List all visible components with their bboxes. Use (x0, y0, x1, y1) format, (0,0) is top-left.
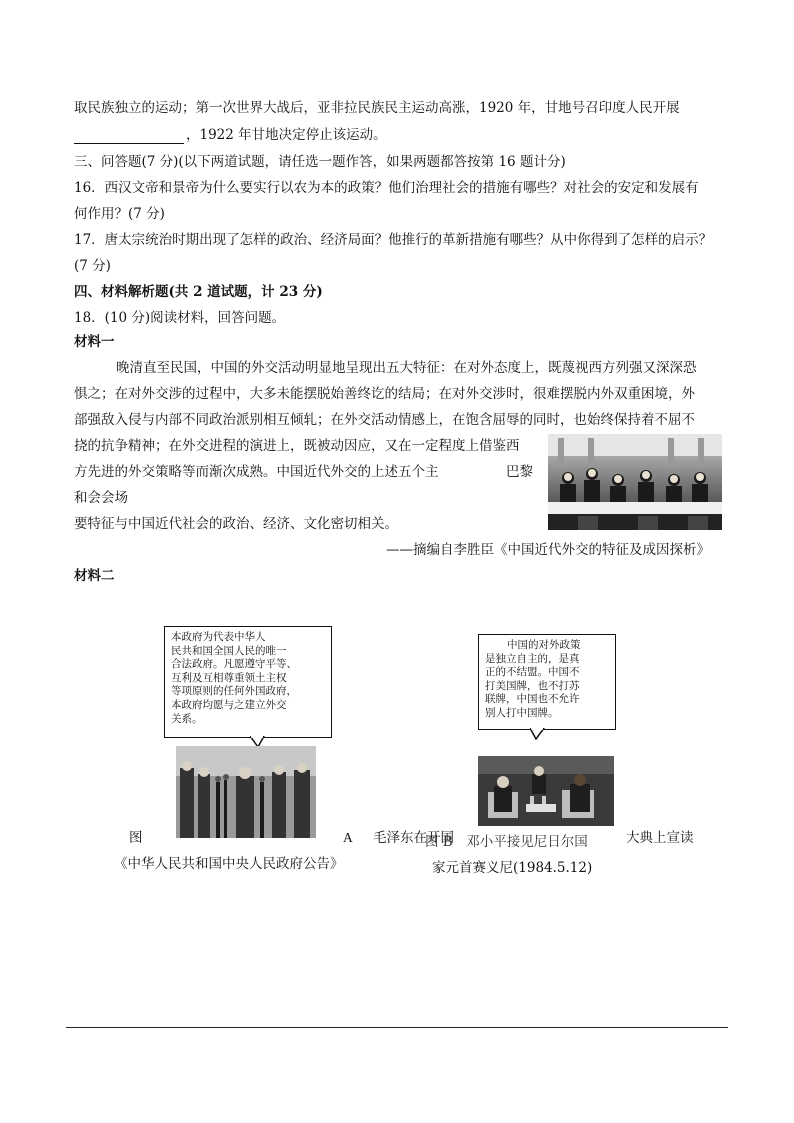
bubble-b-pointer (530, 728, 550, 740)
question-17-line-1: 17．唐太宗统治时期出现了怎样的政治、经济局面？他推行的革新措施有哪些？从中你得到了怎样的启示？ (74, 232, 713, 248)
speech-bubble-a (164, 626, 332, 738)
figure-b-caption: 图 B 邓小平接见尼日尔国 (425, 834, 588, 850)
material-2-label: 材料二 (74, 568, 115, 584)
material-1-paragraph-line-4: 挠的抗争精神；在外交进程的演进上，既被动因应，又在一定程度上借鉴西 (74, 438, 520, 454)
bubble-a-line: 本政府为代表中华人 (171, 631, 266, 643)
bubble-b-line: 中国的对外政策 (507, 639, 581, 651)
bubble-a-line: 本政府均愿与之建立外交 (171, 698, 287, 711)
text-line-2: ，1922 年甘地决定停止该运动。 (186, 127, 387, 143)
bubble-b-line: 联牌，中国也不允许 (485, 693, 580, 706)
figure-a-letter: A (343, 830, 353, 845)
bubble-b-line: 是独立自主的，是真 (485, 652, 580, 665)
figure-a-caption-end: 《中华人民共和国中央人民政府公告》 (114, 856, 344, 872)
question-17-line-2: (7 分) (74, 258, 111, 274)
question-16-line-2: 何作用？(7 分) (74, 206, 165, 222)
figure-a-caption-start: 毛泽东在开国 (373, 830, 454, 846)
figure-b-caption-end: 家元首赛义尼(1984.5.12) (432, 860, 593, 876)
material-1-paragraph-line-5: 方先进的外交策略等而渐次成熟。中国近代外交的上述五个主 (74, 464, 439, 480)
material-1-paragraph-line-6: 要特征与中国近代社会的政治、经济、文化密切相关。 (74, 516, 398, 532)
bubble-a-line: 合法政府。凡愿遵守平等、 (171, 658, 297, 671)
bubble-b-line: 别人打中国牌。 (485, 706, 559, 719)
paris-photo-caption-part-2: 和会会场 (74, 490, 128, 506)
bubble-a-line: 民共和国全国人民的唯一 (171, 644, 287, 657)
meeting-scene-illustration (548, 434, 722, 530)
material-1-paragraph-line-3: 部强敌入侵与内部不同政治派别相互倾轧；在外交活动情感上，在饱含屈辱的同时，也始终保持着不屈不 (74, 412, 695, 428)
bubble-b-line: 打美国牌，也不打苏 (485, 679, 580, 692)
question-16-line-1: 16．西汉文帝和景帝为什么要实行以农为本的政策？他们治理社会的措施有哪些？对社会的安定和发展有 (74, 180, 699, 196)
figure-a-caption-middle: 大典上宣读 (626, 830, 694, 846)
text-line-1: 取民族独立的运动；第一次世界大战后，亚非拉民族民主运动高涨，1920 年，甘地号召印度人民开展 (74, 100, 680, 116)
section-3-heading: 三、问答题(7 分)(以下两道试题，请任选一题作答，如果两题都答按第 16 题计分) (74, 154, 566, 170)
material-1-paragraph-line-2: 惧之；在对外交涉的过程中，大多未能摆脱始善终讫的结局；在对外交涉时，很难摆脱内外双重困境，外 (74, 386, 695, 402)
speech-bubble-b (478, 634, 616, 730)
material-1-label: 材料一 (74, 334, 115, 350)
paris-photo-caption-part-1: 巴黎 (506, 464, 533, 480)
founding-ceremony-photo (176, 746, 316, 838)
material-1-paragraph-line-1: 晚清直至民国，中国的外交活动明显地呈现出五大特征：在对外态度上，既蔑视西方列强又深深恐 (116, 360, 697, 376)
figure-label: 图 (129, 830, 143, 846)
deng-meeting-photo (478, 756, 614, 826)
bubble-b-line: 正的不结盟。中国不 (485, 666, 580, 679)
bubble-a-line: 关系。 (171, 712, 203, 725)
footer-divider (66, 1027, 728, 1028)
bubble-a-line: 等项原则的任何外国政府， (171, 685, 297, 698)
answer-blank[interactable] (74, 143, 184, 144)
material-1-source: ——摘编自李胜臣《中国近代外交的特征及成因探析》 (386, 542, 710, 558)
paris-peace-conference-photo (548, 434, 722, 530)
question-18-intro: 18．(10 分)阅读材料，回答问题。 (74, 310, 286, 326)
section-4-heading: 四、材料解析题(共 2 道试题，计 23 分) (74, 284, 323, 300)
bubble-a-line: 互利及互相尊重领土主权 (171, 671, 287, 684)
